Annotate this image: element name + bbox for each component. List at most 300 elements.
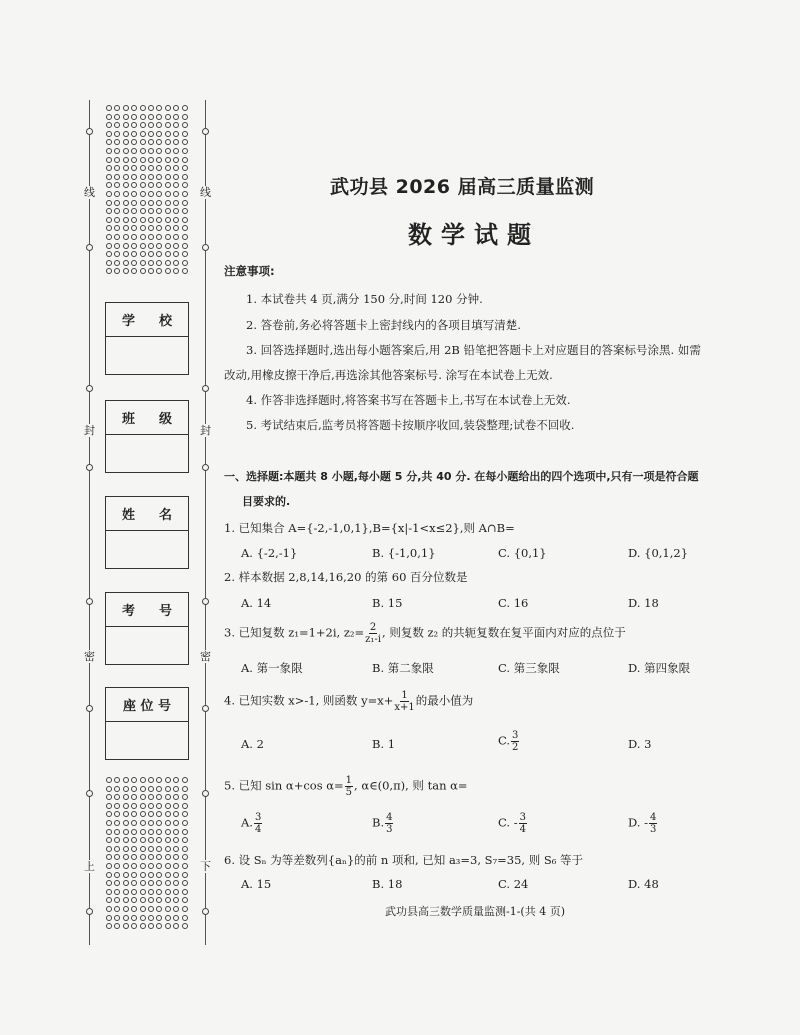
q3-stem-a: 3. 已知复数 z₁=1+2i, z₂= (224, 625, 365, 640)
dot-icon (173, 182, 179, 188)
dot-icon (148, 225, 154, 231)
exam-number-field[interactable] (105, 592, 189, 665)
question-5 (224, 775, 468, 798)
dot-icon (165, 837, 171, 843)
dot-icon (165, 794, 171, 800)
dot-icon (123, 157, 129, 163)
school-label-2: 校 (158, 314, 172, 329)
dot-icon (123, 880, 129, 886)
dot-icon (140, 803, 146, 809)
seal-circle-icon (202, 244, 209, 251)
q5-d-den: 3 (650, 824, 657, 835)
q4-option-b[interactable]: B. 1 (372, 737, 396, 751)
dot-icon (148, 251, 154, 257)
dot-icon (131, 786, 137, 792)
dot-icon (131, 829, 137, 835)
seal-circle-icon (202, 705, 209, 712)
dot-icon (156, 846, 162, 852)
dot-icon (123, 131, 129, 137)
dot-icon (165, 148, 171, 154)
dot-icon (114, 829, 120, 835)
dot-icon (114, 872, 120, 878)
q4-c-num: 3 (512, 730, 519, 741)
dot-icon (148, 131, 154, 137)
dot-icon (165, 122, 171, 128)
dot-icon (148, 114, 154, 120)
q1-option-b[interactable]: B. {-1,0,1} (372, 546, 436, 560)
dot-icon (165, 906, 171, 912)
dot-icon (106, 897, 112, 903)
name-field[interactable] (105, 496, 189, 569)
seal-label-mi-right: 密 (200, 650, 211, 663)
q5-b-fraction (385, 812, 393, 835)
exam-number-label-1: 考 (122, 604, 136, 619)
dot-icon (123, 225, 129, 231)
dot-icon (106, 863, 112, 869)
dot-icon (140, 208, 146, 214)
dot-icon (114, 268, 120, 274)
dot-icon (140, 880, 146, 886)
dot-icon (123, 915, 129, 921)
dot-icon (140, 854, 146, 860)
seal-circle-icon (202, 128, 209, 135)
dot-icon (114, 157, 120, 163)
q3-stem-b: , 则复数 z₂ 的共轭复数在复平面内对应的点位于 (382, 625, 626, 640)
dot-icon (123, 122, 129, 128)
dot-icon (148, 182, 154, 188)
exam-number-label-2: 号 (158, 604, 172, 619)
dot-icon (173, 139, 179, 145)
dot-icon (140, 820, 146, 826)
dot-icon (156, 260, 162, 266)
question-6: 6. 设 Sₙ 为等差数列{aₙ}的前 n 项和, 已知 a₃=3, S₇=35, 则 S₆ 等于 (224, 853, 584, 867)
dot-icon (148, 915, 154, 921)
dot-icon (106, 139, 112, 145)
dot-icon (182, 915, 188, 921)
dot-icon (165, 243, 171, 249)
dot-icon (173, 777, 179, 783)
q5-option-d[interactable] (628, 812, 658, 835)
q4-option-c[interactable] (498, 730, 520, 753)
dot-icon (106, 889, 112, 895)
dot-icon (156, 191, 162, 197)
dot-icon (140, 139, 146, 145)
dot-icon (131, 217, 137, 223)
dot-icon (131, 915, 137, 921)
dot-icon (182, 794, 188, 800)
dot-icon (131, 811, 137, 817)
q3-option-b[interactable]: B. 第二象限 (372, 661, 434, 675)
dot-icon (140, 863, 146, 869)
dot-icon (182, 923, 188, 929)
dot-icon (156, 174, 162, 180)
dot-icon (106, 105, 112, 111)
dot-icon (182, 803, 188, 809)
q1-option-c[interactable]: C. {0,1} (498, 546, 547, 560)
dot-icon (156, 829, 162, 835)
dot-icon (114, 846, 120, 852)
dot-icon (140, 148, 146, 154)
dot-icon (148, 191, 154, 197)
seal-label-feng-left: 封 (84, 424, 95, 437)
dot-icon (114, 837, 120, 843)
q2-option-c[interactable]: C. 16 (498, 596, 529, 610)
dot-icon (140, 829, 146, 835)
dot-icon (131, 225, 137, 231)
dot-icon (173, 906, 179, 912)
section-heading-cont: 目要求的. (242, 495, 291, 508)
dot-icon (148, 786, 154, 792)
dot-icon (173, 846, 179, 852)
dot-icon (140, 191, 146, 197)
dot-icon (182, 105, 188, 111)
q5-frac-den: 5 (345, 787, 353, 798)
dot-pattern-bottom (105, 776, 189, 931)
dot-icon (182, 820, 188, 826)
dot-icon (165, 854, 171, 860)
seal-label-xia: 下 (200, 860, 211, 873)
dot-icon (140, 906, 146, 912)
q5-b-label: B. (372, 815, 385, 830)
q4-c-den: 2 (512, 742, 519, 753)
dot-icon (173, 225, 179, 231)
dot-icon (156, 234, 162, 240)
dot-icon (182, 174, 188, 180)
dot-icon (140, 200, 146, 206)
dot-icon (114, 889, 120, 895)
dot-icon (131, 234, 137, 240)
dot-icon (165, 923, 171, 929)
dot-pattern-top (105, 104, 189, 276)
dot-icon (148, 200, 154, 206)
seal-circle-icon (202, 385, 209, 392)
dot-icon (156, 923, 162, 929)
dot-icon (140, 225, 146, 231)
dot-icon (182, 268, 188, 274)
dot-icon (131, 243, 137, 249)
dot-icon (148, 139, 154, 145)
q5-d-label: D. - (628, 815, 649, 830)
dot-icon (106, 191, 112, 197)
dot-icon (182, 880, 188, 886)
dot-icon (106, 786, 112, 792)
dot-icon (165, 225, 171, 231)
dot-icon (173, 191, 179, 197)
dot-icon (114, 139, 120, 145)
dot-icon (123, 872, 129, 878)
q3-option-d[interactable]: D. 第四象限 (628, 661, 691, 675)
dot-icon (140, 105, 146, 111)
dot-icon (114, 114, 120, 120)
dot-icon (106, 829, 112, 835)
dot-icon (123, 260, 129, 266)
dot-icon (148, 794, 154, 800)
dot-icon (173, 122, 179, 128)
dot-icon (173, 880, 179, 886)
dot-icon (156, 820, 162, 826)
dot-icon (106, 846, 112, 852)
dot-icon (140, 174, 146, 180)
seal-line-right (205, 100, 206, 945)
dot-icon (106, 251, 112, 257)
dot-icon (114, 880, 120, 886)
class-field[interactable] (105, 400, 189, 473)
dot-icon (106, 268, 112, 274)
dot-icon (148, 174, 154, 180)
dot-icon (165, 191, 171, 197)
dot-icon (131, 863, 137, 869)
dot-icon (123, 251, 129, 257)
dot-icon (148, 923, 154, 929)
dot-icon (106, 225, 112, 231)
dot-icon (182, 200, 188, 206)
dot-icon (114, 906, 120, 912)
seal-circle-icon (86, 464, 93, 471)
exam-title: 武功县 2026 届高三质量监测 (330, 176, 595, 198)
dot-icon (165, 846, 171, 852)
dot-icon (156, 131, 162, 137)
class-label-1: 班 (122, 412, 136, 427)
dot-icon (114, 122, 120, 128)
dot-icon (156, 208, 162, 214)
seal-circle-icon (86, 705, 93, 712)
q6-option-a[interactable]: A. 15 (241, 877, 272, 891)
q5-b-den: 3 (386, 824, 393, 835)
dot-icon (182, 786, 188, 792)
q2-option-b[interactable]: B. 15 (372, 596, 403, 610)
dot-icon (106, 148, 112, 154)
dot-icon (131, 872, 137, 878)
dot-icon (131, 889, 137, 895)
dot-icon (123, 906, 129, 912)
dot-icon (131, 777, 137, 783)
dot-icon (173, 915, 179, 921)
dot-icon (156, 165, 162, 171)
seal-label-shang: 上 (84, 860, 95, 873)
dot-icon (173, 251, 179, 257)
dot-icon (165, 811, 171, 817)
q6-option-c[interactable]: C. 24 (498, 877, 529, 891)
dot-icon (182, 139, 188, 145)
dot-icon (165, 268, 171, 274)
dot-icon (114, 854, 120, 860)
dot-icon (148, 234, 154, 240)
notice-item: 5. 考试结束后,监考员将答题卡按顺序收回,装袋整理;试卷不回收. (246, 418, 575, 432)
dot-icon (131, 923, 137, 929)
dot-icon (140, 268, 146, 274)
dot-icon (165, 872, 171, 878)
dot-icon (131, 165, 137, 171)
dot-icon (182, 208, 188, 214)
dot-icon (182, 217, 188, 223)
dot-icon (123, 923, 129, 929)
dot-icon (165, 131, 171, 137)
dot-icon (123, 863, 129, 869)
q3-option-c[interactable]: C. 第三象限 (498, 661, 560, 675)
notice-item: 3. 回答选择题时,选出每小题答案后,用 2B 铅笔把答题卡上对应题目的答案标号涂黑. 如需 (246, 343, 701, 357)
dot-icon (148, 157, 154, 163)
dot-icon (165, 820, 171, 826)
seat-number-field[interactable] (105, 687, 189, 760)
dot-icon (106, 872, 112, 878)
dot-icon (106, 803, 112, 809)
dot-icon (106, 906, 112, 912)
dot-icon (106, 243, 112, 249)
dot-icon (114, 251, 120, 257)
dot-icon (106, 923, 112, 929)
dot-icon (140, 872, 146, 878)
dot-icon (165, 777, 171, 783)
q4-frac-num: 1 (401, 690, 408, 701)
dot-icon (173, 157, 179, 163)
dot-icon (140, 165, 146, 171)
dot-icon (140, 786, 146, 792)
q1-option-a[interactable]: A. {-2,-1} (241, 546, 298, 560)
school-field[interactable] (105, 302, 189, 375)
dot-icon (123, 268, 129, 274)
dot-icon (106, 165, 112, 171)
name-label-2: 名 (158, 508, 172, 523)
dot-icon (131, 182, 137, 188)
q2-option-d[interactable]: D. 18 (628, 596, 659, 610)
dot-icon (148, 880, 154, 886)
q5-frac-num: 1 (345, 775, 353, 786)
dot-icon (140, 131, 146, 137)
dot-icon (114, 225, 120, 231)
dot-icon (114, 131, 120, 137)
dot-icon (131, 906, 137, 912)
dot-icon (148, 820, 154, 826)
dot-icon (173, 794, 179, 800)
dot-icon (140, 923, 146, 929)
dot-icon (114, 794, 120, 800)
dot-icon (140, 915, 146, 921)
dot-icon (165, 260, 171, 266)
q3-option-a[interactable]: A. 第一象限 (241, 661, 303, 675)
dot-icon (131, 854, 137, 860)
dot-icon (182, 122, 188, 128)
q6-option-d[interactable]: D. 48 (628, 877, 659, 891)
q5-stem-b: , α∈(0,π), 则 tan α= (354, 778, 468, 793)
q5-option-b[interactable] (372, 812, 394, 835)
q5-d-num: 4 (650, 812, 657, 823)
q2-option-a[interactable]: A. 14 (241, 596, 272, 610)
q4-stem-b: 的最小值为 (415, 693, 474, 708)
dot-icon (114, 777, 120, 783)
dot-icon (148, 837, 154, 843)
dot-icon (173, 837, 179, 843)
q5-a-fraction (254, 812, 262, 835)
dot-icon (140, 217, 146, 223)
dot-icon (165, 915, 171, 921)
seal-circle-icon (202, 908, 209, 915)
dot-icon (114, 811, 120, 817)
dot-icon (182, 906, 188, 912)
dot-icon (148, 208, 154, 214)
dot-icon (148, 268, 154, 274)
dot-icon (131, 105, 137, 111)
dot-icon (131, 897, 137, 903)
notice-item: 2. 答卷前,务必将答题卡上密封线内的各项目填写清楚. (246, 318, 521, 332)
dot-icon (165, 208, 171, 214)
dot-icon (114, 191, 120, 197)
dot-icon (173, 114, 179, 120)
dot-icon (106, 260, 112, 266)
dot-icon (140, 777, 146, 783)
dot-icon (123, 139, 129, 145)
exam-subject: 数学试题 (408, 221, 540, 249)
dot-icon (140, 157, 146, 163)
q5-option-a[interactable] (241, 812, 263, 835)
dot-icon (173, 243, 179, 249)
q5-c-den: 4 (519, 824, 526, 835)
dot-icon (182, 863, 188, 869)
dot-icon (156, 794, 162, 800)
q6-option-b[interactable]: B. 18 (372, 877, 403, 891)
dot-icon (182, 182, 188, 188)
dot-icon (140, 260, 146, 266)
dot-icon (106, 777, 112, 783)
dot-icon (114, 923, 120, 929)
dot-icon (148, 105, 154, 111)
dot-icon (140, 234, 146, 240)
dot-icon (123, 182, 129, 188)
dot-icon (156, 114, 162, 120)
dot-icon (106, 157, 112, 163)
dot-icon (165, 200, 171, 206)
dot-icon (165, 217, 171, 223)
dot-icon (106, 794, 112, 800)
dot-icon (173, 872, 179, 878)
q4-option-d[interactable]: D. 3 (628, 737, 652, 751)
dot-icon (106, 131, 112, 137)
dot-icon (156, 880, 162, 886)
q5-b-num: 4 (386, 812, 393, 823)
dot-icon (131, 200, 137, 206)
q1-option-d[interactable]: D. {0,1,2} (628, 546, 689, 560)
dot-icon (165, 114, 171, 120)
dot-icon (114, 820, 120, 826)
dot-icon (165, 234, 171, 240)
section-heading: 一、选择题:本题共 8 小题,每小题 5 分,共 40 分. 在每小题给出的四个选项中,只有一项是符合题 (224, 470, 699, 483)
q4-option-a[interactable]: A. 2 (241, 737, 264, 751)
dot-icon (140, 182, 146, 188)
q3-fraction (365, 622, 381, 645)
question-3 (224, 622, 626, 645)
q5-c-fraction (519, 812, 527, 835)
dot-icon (182, 191, 188, 197)
dot-icon (182, 131, 188, 137)
dot-icon (114, 234, 120, 240)
dot-icon (114, 208, 120, 214)
dot-icon (173, 200, 179, 206)
dot-icon (123, 234, 129, 240)
dot-icon (156, 251, 162, 257)
q5-option-c[interactable] (498, 812, 528, 835)
dot-icon (156, 157, 162, 163)
dot-icon (165, 863, 171, 869)
dot-icon (148, 148, 154, 154)
dot-icon (156, 915, 162, 921)
dot-icon (173, 174, 179, 180)
dot-icon (140, 811, 146, 817)
dot-icon (182, 243, 188, 249)
dot-icon (131, 880, 137, 886)
dot-icon (173, 829, 179, 835)
dot-icon (123, 200, 129, 206)
dot-icon (165, 829, 171, 835)
dot-icon (165, 889, 171, 895)
